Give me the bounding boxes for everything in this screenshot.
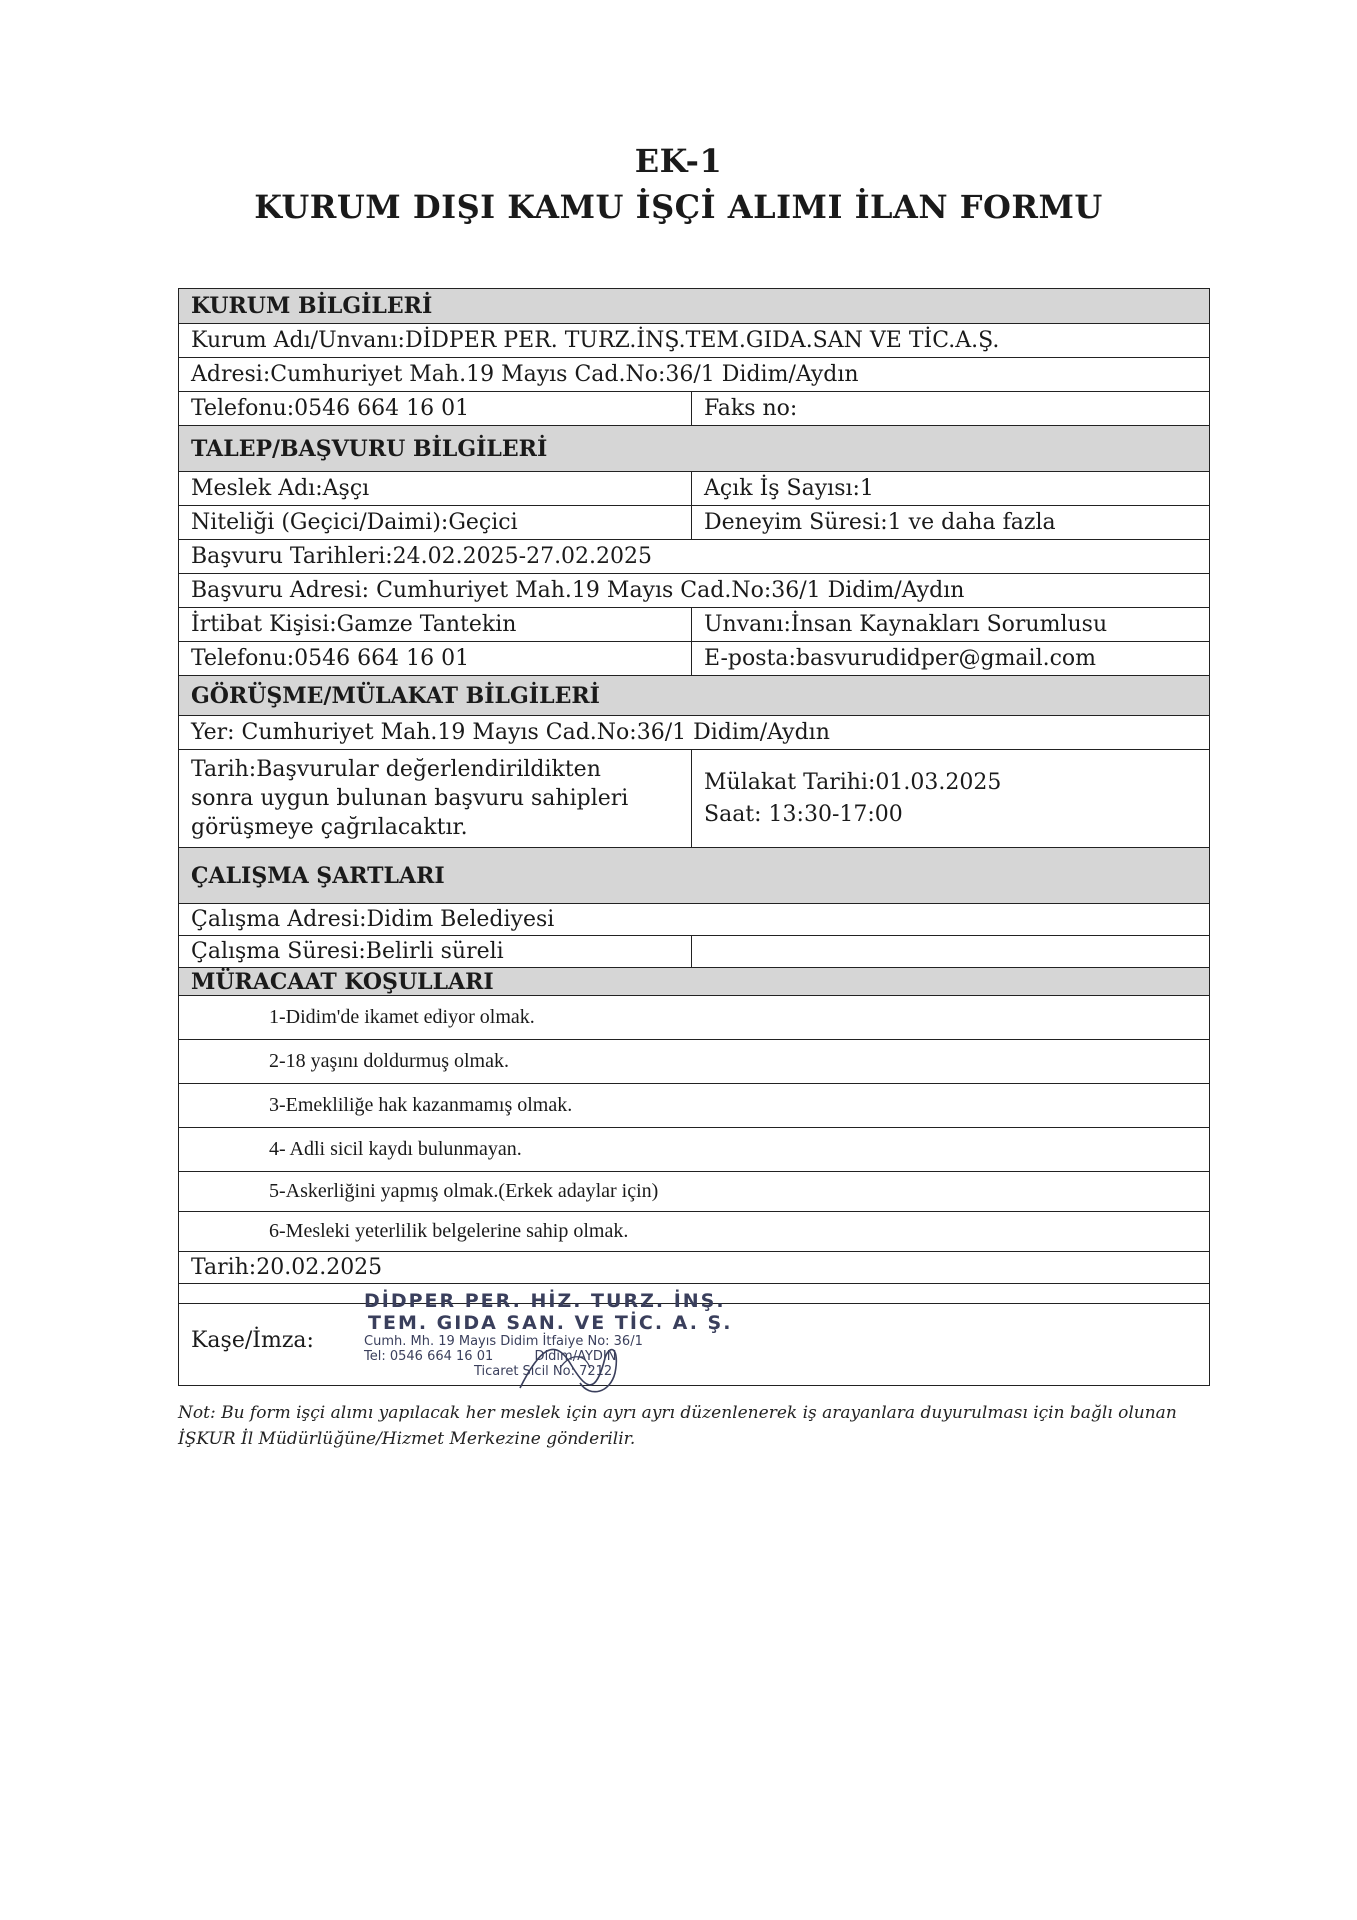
condition-item: 3-Emekliliğe hak kazanmamış olmak.	[269, 1094, 573, 1116]
section-title: ÇALIŞMA ŞARTLARI	[191, 862, 445, 889]
application-address: Başvuru Adresi: Cumhuriyet Mah.19 Mayıs Cad.No:36/1 Didim/Aydın	[191, 578, 965, 603]
contact-person: İrtibat Kişisi:Gamze Tantekin	[191, 612, 517, 637]
section-talep-header	[179, 425, 1209, 471]
condition-row	[179, 1127, 1209, 1171]
institution-name: Kurum Adı/Unvanı:DİDPER PER. TURZ.İNŞ.TEM.GIDA.SAN VE TİC.A.Ş.	[191, 328, 1000, 353]
stamp-line: Ticaret Sicil No: 7212	[474, 1364, 613, 1379]
row-work-duration	[179, 935, 1209, 967]
row-kurum-address	[179, 357, 1209, 391]
empty-cell	[691, 936, 1209, 967]
condition-item: 1-Didim'de ikamet ediyor olmak.	[269, 1006, 535, 1028]
row-contact	[179, 607, 1209, 641]
institution-phone: Telefonu:0546 664 16 01	[191, 396, 470, 421]
condition-row	[179, 995, 1209, 1039]
row-contact-phone	[179, 641, 1209, 675]
condition-item: 4- Adli sicil kaydı bulunmayan.	[269, 1138, 522, 1160]
form-table	[178, 288, 1210, 1304]
row-dates	[179, 539, 1209, 573]
section-title: TALEP/BAŞVURU BİLGİLERİ	[191, 435, 548, 462]
stamp-line: Tel: 0546 664 16 01 Didim/AYDIN	[364, 1349, 617, 1364]
section-gorusme-header	[179, 675, 1209, 715]
contact-email: E-posta:basvurudidper@gmail.com	[691, 642, 1209, 675]
institution-fax: Faks no:	[691, 392, 1209, 425]
footer-note: Not: Bu form işçi alımı yapılacak her meslek için ayrı ayrı düzenlenerek iş arayanlara duyurulması için bağlı olunan İŞKUR İl Müdürlüğüne/Hizmet Merkezine gönderilir.	[178, 1403, 1177, 1449]
row-application-address	[179, 573, 1209, 607]
title-block	[0, 138, 1357, 230]
row-work-address	[179, 903, 1209, 935]
row-kurum-name	[179, 323, 1209, 357]
interview-time: Saat: 13:30-17:00	[704, 801, 903, 827]
row-type	[179, 505, 1209, 539]
stamp-line: TEM. GIDA SAN. VE TİC. A. Ş.	[368, 1312, 733, 1334]
institution-address: Adresi:Cumhuriyet Mah.19 Mayıs Cad.No:36/1 Didim/Aydın	[191, 362, 859, 387]
form-code: EK-1	[634, 142, 723, 180]
work-address: Çalışma Adresi:Didim Belediyesi	[191, 907, 555, 932]
condition-item: 2-18 yaşını doldurmuş olmak.	[269, 1050, 509, 1072]
stamp-line: Cumh. Mh. 19 Mayıs Didim İtfaiye No: 36/1	[364, 1334, 643, 1349]
row-kurum-contact	[179, 391, 1209, 425]
condition-row	[179, 1039, 1209, 1083]
condition-row	[179, 1083, 1209, 1127]
contact-phone: Telefonu:0546 664 16 01	[191, 646, 470, 671]
section-kurum-header	[179, 289, 1209, 323]
section-calisma-header	[179, 847, 1209, 903]
row-interview-date	[179, 749, 1209, 847]
form-date: Tarih:20.02.2025	[191, 1255, 383, 1280]
interview-schedule	[691, 750, 1209, 847]
contact-title: Unvanı:İnsan Kaynakları Sorumlusu	[691, 608, 1209, 641]
section-muracaat-header	[179, 967, 1209, 995]
row-job	[179, 471, 1209, 505]
interview-note-line: Tarih:Başvurular değerlendirildikten	[191, 757, 601, 782]
section-title: MÜRACAAT KOŞULLARI	[191, 968, 494, 995]
condition-row	[179, 1211, 1209, 1251]
row-form-date	[179, 1251, 1209, 1283]
condition-item: 5-Askerliğini yapmış olmak.(Erkek adaylar için)	[269, 1180, 659, 1202]
condition-row	[179, 1171, 1209, 1211]
stamp-label: Kaşe/İmza:	[191, 1328, 314, 1353]
work-duration: Çalışma Süresi:Belirli süreli	[191, 939, 504, 964]
signature-image	[510, 1328, 650, 1408]
section-title: KURUM BİLGİLERİ	[191, 293, 433, 319]
application-dates: Başvuru Tarihleri:24.02.2025-27.02.2025	[191, 544, 653, 569]
section-title: GÖRÜŞME/MÜLAKAT BİLGİLERİ	[191, 682, 600, 709]
interview-note-line: görüşmeye çağrılacaktır.	[191, 815, 468, 840]
open-positions: Açık İş Sayısı:1	[691, 472, 1209, 505]
condition-item: 6-Mesleki yeterlilik belgelerine sahip olmak.	[269, 1220, 629, 1242]
interview-note-line: sonra uygun bulunan başvuru sahipleri	[191, 786, 629, 811]
interview-date-note	[179, 750, 691, 847]
job-type: Niteliği (Geçici/Daimi):Geçici	[191, 510, 518, 535]
interview-date: Mülakat Tarihi:01.03.2025	[704, 769, 1002, 795]
experience: Deneyim Süresi:1 ve daha fazla	[691, 506, 1209, 539]
row-interview-place	[179, 715, 1209, 749]
job-name: Meslek Adı:Aşçı	[191, 476, 370, 501]
interview-place: Yer: Cumhuriyet Mah.19 Mayıs Cad.No:36/1 Didim/Aydın	[191, 720, 830, 745]
stamp-line: DİDPER PER. HİZ. TURZ. İNŞ.	[364, 1290, 726, 1312]
form-title: KURUM DIŞI KAMU İŞÇİ ALIMI İLAN FORMU	[254, 188, 1103, 226]
